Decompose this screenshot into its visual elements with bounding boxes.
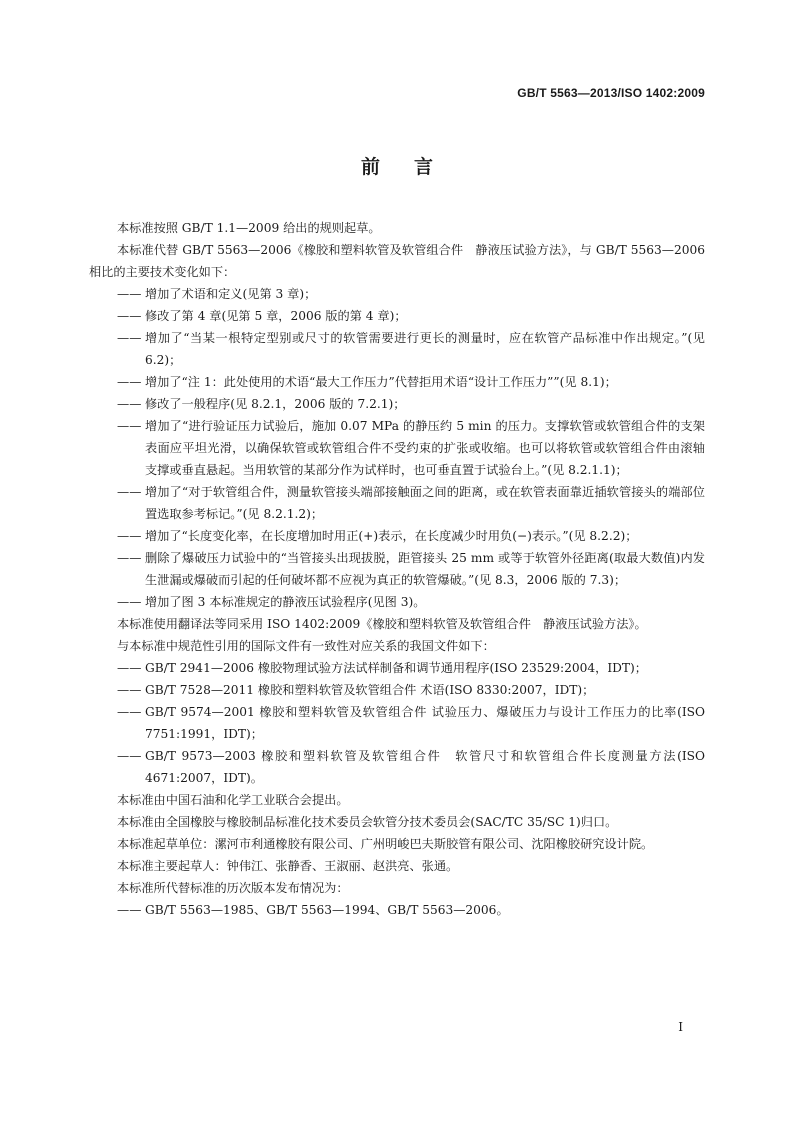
change-text: 增加了图 3 本标准规定的静液压试验程序(见图 3)。 — [145, 595, 426, 609]
history-text: GB/T 5563—1985、GB/T 5563—1994、GB/T 5563—2006。 — [145, 903, 509, 917]
change-item — [89, 305, 705, 327]
dash-mark: —— — [117, 551, 142, 565]
change-text: 修改了一般程序(见 8.2.1，2006 版的 7.2.1)； — [145, 397, 406, 411]
dash-mark: —— — [117, 749, 142, 763]
intro-paragraph: 本标准按照 GB/T 1.1—2009 给出的规则起草。 — [117, 221, 381, 235]
page-title: 前言 — [360, 156, 467, 178]
reference-item — [89, 701, 705, 745]
intro-paragraph: 本标准代替 GB/T 5563—2006《橡胶和塑料软管及软管组合件 静液压试验方法》，与 GB/T 5563—2006 相比的主要技术变化如下： — [89, 243, 705, 279]
standard-code-header: GB/T 5563—2013/ISO 1402:2009 — [517, 86, 705, 100]
change-item — [89, 393, 705, 415]
change-item — [89, 371, 705, 393]
reference-item — [89, 657, 705, 679]
reference-text: GB/T 9573—2003 橡胶和塑料软管及软管组合件 软管尺寸和软管组合件长度测量方法(ISO 4671:2007，IDT)。 — [145, 749, 705, 785]
change-text: 增加了“长度变化率，在长度增加时用正(+)表示，在长度减少时用负(−)表示。”(见 8.2.2)； — [145, 529, 638, 543]
reference-text: GB/T 7528—2011 橡胶和塑料软管及软管组合件 术语(ISO 8330:2007，IDT)； — [145, 683, 595, 697]
document-body — [89, 217, 705, 921]
history-item — [89, 899, 705, 921]
page-number: I — [678, 1020, 683, 1034]
closing-paragraph: 本标准主要起草人：钟伟江、张静香、王淑丽、赵洪亮、张通。 — [117, 859, 459, 873]
change-text: 增加了“进行验证压力试验后，施加 0.07 MPa 的静压约 5 min 的压力。支撑软管或软管组合件的支架表面应平坦光滑，以确保软管或软管组合件不受约束的扩张或收缩。也可以将软管或软管组合件由滚轴支撑或垂直悬起。当用软管的某部分作为试样时，也可垂直置于试验台上。”(见 8.2.1.1)； — [145, 419, 705, 477]
reference-item — [89, 745, 705, 789]
dash-mark: —— — [117, 529, 142, 543]
dash-mark: —— — [117, 419, 142, 433]
closing-paragraph: 本标准由全国橡胶与橡胶制品标准化技术委员会软管分技术委员会(SAC/TC 35/SC 1)归口。 — [117, 815, 618, 829]
change-item — [89, 525, 705, 547]
change-item — [89, 415, 705, 481]
change-text: 增加了术语和定义(见第 3 章)； — [145, 287, 317, 301]
closing-paragraph: 本标准所代替标准的历次版本发布情况为： — [117, 881, 349, 895]
change-text: 增加了“当某一根特定型别或尺寸的软管需要进行更长的测量时，应在软管产品标准中作出规定。”(见 6.2)； — [145, 331, 705, 367]
references-intro: 与本标准中规范性引用的国际文件有一致性对应关系的我国文件如下： — [117, 639, 495, 653]
reference-item — [89, 679, 705, 701]
change-text: 增加了“注 1：此处使用的术语“最大工作压力”代替拒用术语“设计工作压力””(见 8.1)； — [145, 375, 617, 389]
dash-mark: —— — [117, 397, 142, 411]
change-item — [89, 547, 705, 591]
reference-text: GB/T 9574—2001 橡胶和塑料软管及软管组合件 试验压力、爆破压力与设计工作压力的比率(ISO 7751:1991，IDT)； — [145, 705, 705, 741]
change-item — [89, 591, 705, 613]
dash-mark: —— — [117, 683, 142, 697]
reference-text: GB/T 2941—2006 橡胶物理试验方法试样制备和调节通用程序(ISO 23529:2004，IDT)； — [145, 661, 647, 675]
dash-mark: —— — [117, 705, 142, 719]
change-text: 增加了“对于软管组合件，测量软管接头端部接触面之间的距离，或在软管表面靠近插软管接头的端部位置选取参考标记。”(见 8.2.1.2)； — [145, 485, 705, 521]
dash-mark: —— — [117, 661, 142, 675]
change-item — [89, 481, 705, 525]
closing-paragraph: 本标准由中国石油和化学工业联合会提出。 — [117, 793, 349, 807]
dash-mark: —— — [117, 903, 142, 917]
dash-mark: —— — [117, 485, 142, 499]
translation-note: 本标准使用翻译法等同采用 ISO 1402:2009《橡胶和塑料软管及软管组合件 静液压试验方法》。 — [117, 617, 647, 631]
dash-mark: —— — [117, 331, 142, 345]
dash-mark: —— — [117, 309, 142, 323]
closing-paragraph: 本标准起草单位：漯河市利通橡胶有限公司、广州明峻巴夫斯胶管有限公司、沈阳橡胶研究设计院。 — [117, 837, 654, 851]
dash-mark: —— — [117, 595, 142, 609]
change-item — [89, 283, 705, 305]
change-text: 修改了第 4 章(见第 5 章，2006 版的第 4 章)； — [145, 309, 407, 323]
dash-mark: —— — [117, 375, 142, 389]
change-item — [89, 327, 705, 371]
change-text: 删除了爆破压力试验中的“当管接头出现拔脱，距管接头 25 mm 或等于软管外径距离(取最大数值)内发生泄漏或爆破而引起的任何破坏都不应视为真正的软管爆破。”(见 8.3，2006 版的 7.3)； — [145, 551, 705, 587]
dash-mark: —— — [117, 287, 142, 301]
